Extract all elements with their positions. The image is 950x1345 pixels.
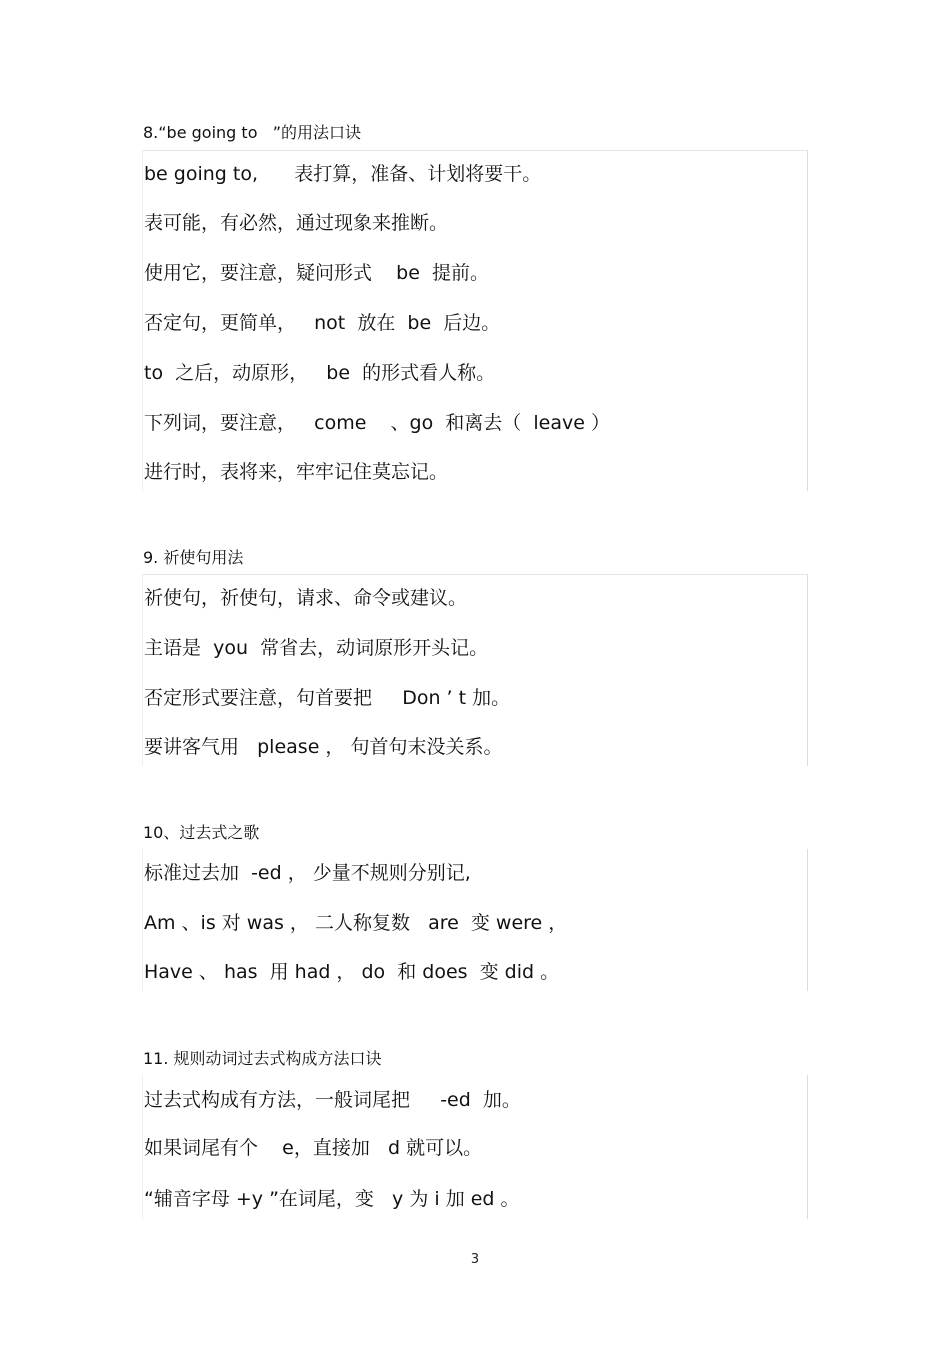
text-line: 下列词，要注意， come 、go 和离去（ leave ） bbox=[144, 412, 610, 434]
text-line: 主语是 you 常省去，动词原形开头记。 bbox=[144, 637, 489, 659]
text-line: 标准过去加 -ed ， 少量不规则分别记, bbox=[144, 862, 471, 884]
section-title: 9. 祈使句用法 bbox=[143, 548, 244, 567]
text-line: be going to, 表打算，准备、计划将要干。 bbox=[144, 163, 542, 185]
section-title: 10、过去式之歌 bbox=[143, 823, 260, 842]
text-line: 表可能，有必然，通过现象来推断。 bbox=[144, 212, 449, 234]
text-line: 要讲客气用 please ， 句首句末没关系。 bbox=[144, 736, 503, 758]
text-line: 如果词尾有个 e，直接加 d 就可以。 bbox=[144, 1137, 483, 1159]
text-line: 进行时，表将来，牢牢记住莫忘记。 bbox=[144, 461, 449, 483]
text-line: 否定句，更简单， not 放在 be 后边。 bbox=[144, 312, 501, 334]
content-box bbox=[142, 1075, 808, 1219]
content-box bbox=[142, 849, 808, 991]
text-line: Am 、is 对 was ， 二人称复数 are 变 were ， bbox=[144, 912, 568, 934]
text-line: 祈使句，祈使句，请求、命令或建议。 bbox=[144, 587, 468, 609]
section-title: 11. 规则动词过去式构成方法口诀 bbox=[143, 1049, 382, 1068]
content-box bbox=[142, 574, 808, 766]
text-line: “辅音字母 +y ”在词尾，变 y 为 i 加 ed 。 bbox=[144, 1188, 520, 1210]
text-line: Have 、 has 用 had ， do 和 does 变 did 。 bbox=[144, 961, 560, 983]
content-box bbox=[142, 150, 808, 491]
text-line: 过去式构成有方法，一般词尾把 -ed 加。 bbox=[144, 1089, 521, 1111]
text-line: to 之后，动原形， be 的形式看人称。 bbox=[144, 362, 496, 384]
page-number: 3 bbox=[470, 1252, 480, 1267]
section-title: 8.“be going to ”的用法口诀 bbox=[143, 123, 362, 142]
text-line: 否定形式要注意，句首要把 Don ’ t 加。 bbox=[144, 687, 511, 709]
text-line: 使用它，要注意，疑问形式 be 提前。 bbox=[144, 262, 489, 284]
